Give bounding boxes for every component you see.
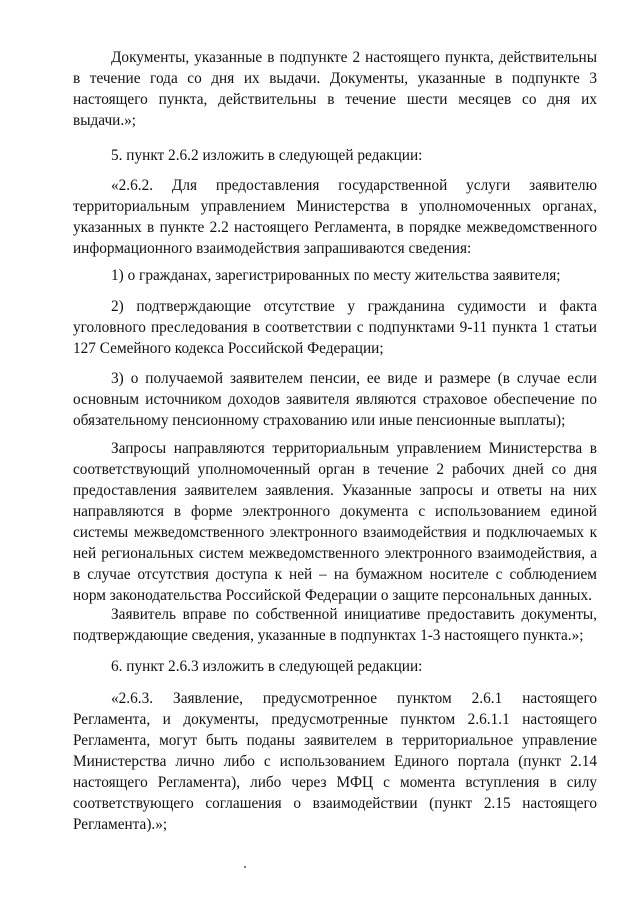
paragraph-subitem-2: 2) подтверждающие отсутствие у гражданина судимости и факта уголовного преследования в соответствии с подпунктами 9-11 пункта 1 статьи 127 Семейного кодекса Российской Федерации; bbox=[73, 298, 597, 357]
paragraph-applicant-right: Заявитель вправе по собственной инициативе предоставить документы, подтверждающие сведения, указанные в подпунктах 1-3 настоящего пункта.»; bbox=[73, 606, 597, 644]
paragraph-item-6-heading: 6. пункт 2.6.3 изложить в следующей редакции: bbox=[111, 658, 423, 675]
scan-speck bbox=[244, 866, 246, 868]
paragraph-subitem-1: 1) о гражданах, зарегистрированных по месту жительства заявителя; bbox=[111, 267, 561, 284]
paragraph-requests: Запросы направляются территориальным управлением Министерства в соответствующий уполномоченный орган в течение 2 рабочих дней со дня предоставления заявителем заявления. Указанные запросы и ответы на них направляются в форме электронного документа с использованием единой системы межведомственного электронного взаимодействия и подключаемых к ней региональных систем межведомственного электронного взаимодействия, а в случае отсутствия доступа к ней – на бумажном носителе с соблюдением норм законодательства Российской Федерации о защите персональных данных. bbox=[73, 440, 597, 604]
paragraph-2-6-3: «2.6.3. Заявление, предусмотренное пунктом 2.6.1 настоящего Регламента, и документы, предусмотренные пунктом 2.6.1.1 настоящего Регламента, могут быть поданы заявителем в территориальное управление Министерства лично либо с использованием Единого портала (пункт 2.14 настоящего Регламента), либо через МФЦ с момента вступления в силу соответствующего соглашения о взаимодействии (пункт 2.15 настоящего Регламента).»; bbox=[73, 690, 597, 833]
paragraph-subitem-3: 3) о получаемой заявителем пенсии, ее виде и размере (в случае если основным источником доходов заявителя являются страховое обеспечение по обязательному пенсионному страхованию или иные пенсионные выплаты); bbox=[73, 370, 597, 429]
paragraph-item-5-heading: 5. пункт 2.6.2 изложить в следующей редакции: bbox=[111, 147, 423, 164]
paragraph-documents-validity: Документы, указанные в подпункте 2 настоящего пункта, действительны в течение года со дня их выдачи. Документы, указанные в подпункте 3 настоящего пункта, действительны в течение шести месяцев со дня их выдачи.»; bbox=[73, 49, 597, 129]
paragraph-2-6-2: «2.6.2. Для предоставления государственной услуги заявителю территориальным управлением Министерства в уполномоченных органах, указанных в пункте 2.2 настоящего Регламента, в порядке межведомственного информационного взаимодействия запрашиваются сведения: bbox=[73, 177, 597, 257]
